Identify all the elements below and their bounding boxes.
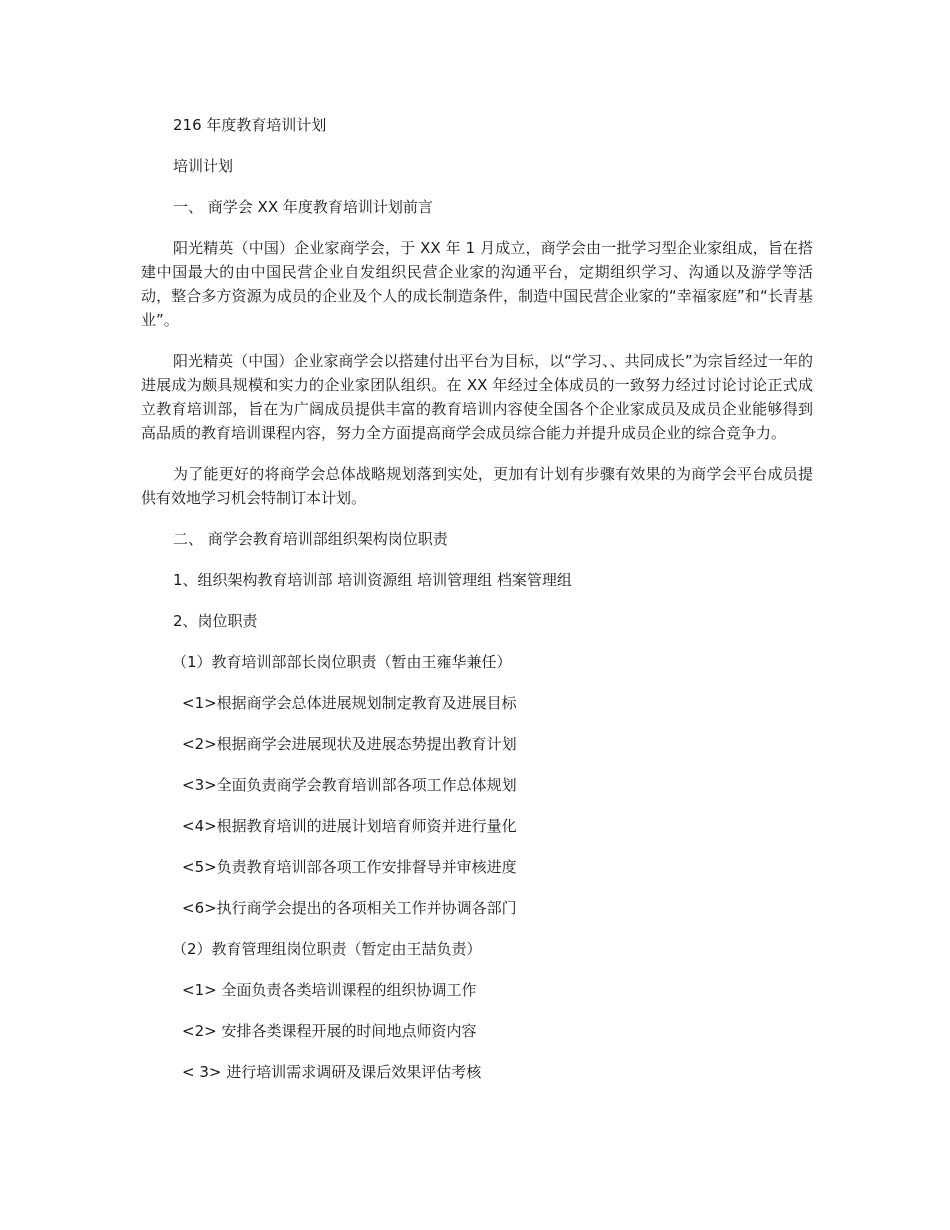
document-title: 216 年度教育培训计划 <box>173 116 327 134</box>
role-2-item: < 3> 进行培训需求调研及课后效果评估考核 <box>182 1063 482 1081</box>
role-2-item: <1> 全面负责各类培训课程的组织协调工作 <box>182 981 477 999</box>
section-2-heading: 二、 商学会教育培训部组织架构岗位职责 <box>173 530 448 548</box>
role-1-item: <3>全面负责商学会教育培训部各项工作总体规划 <box>182 776 517 794</box>
document-subtitle: 培训计划 <box>173 157 234 175</box>
preface-paragraph-1: 阳光精英（中国）企业家商学会，于 XX 年 1 月成立，商学会由一批学习型企业家组成，旨在搭建中国最大的由中国民营企业自发组织民营企业家的沟通平台，定期组织学习、沟通以及游学等活动，整合多方资源为成员的企业及个人的成长制造条件，制造中国民营企业家的“幸福家庭”和“长青基业”。 <box>141 239 813 329</box>
role-1-item: <6>执行商学会提出的各项相关工作并协调各部门 <box>182 899 517 917</box>
preface-paragraph-3: 为了能更好的将商学会总体战略规划落到实处，更加有计划有步骤有效果的为商学会平台成员提供有效地学习机会特制订本计划。 <box>141 465 813 507</box>
role-1-item: <1>根据商学会总体进展规划制定教育及进展目标 <box>182 694 517 712</box>
section-1-heading: 一、 商学会 XX 年度教育培训计划前言 <box>173 198 433 216</box>
role-2-heading: （2）教育管理组岗位职责（暂定由王喆负责） <box>172 940 482 958</box>
role-1-item: <2>根据商学会进展现状及进展态势提出教育计划 <box>182 735 517 753</box>
role-1-item: <5>负责教育培训部各项工作安排督导并审核进度 <box>182 858 517 876</box>
role-1-item: <4>根据教育培训的进展计划培育师资并进行量化 <box>182 817 517 835</box>
org-structure-line: 1、组织架构教育培训部 培训资源组 培训管理组 档案管理组 <box>173 571 572 589</box>
duties-heading: 2、岗位职责 <box>173 612 258 630</box>
document-body <box>141 113 813 1101</box>
role-2-item: <2> 安排各类课程开展的时间地点师资内容 <box>182 1022 477 1040</box>
preface-paragraph-2: 阳光精英（中国）企业家商学会以搭建付出平台为目标，以“学习、、共同成长”为宗旨经过一年的进展成为颇具规模和实力的企业家团队组织。在 XX 年经过全体成员的一致努力经过讨论讨论正式成立教育培训部，旨在为广阔成员提供丰富的教育培训内容使全国各个企业家成员及成员企业能够得到高品质的教育培训课程内容，努力全方面提高商学会成员综合能力并提升成员企业的综合竞争力。 <box>141 352 813 442</box>
role-1-heading: （1）教育培训部部长岗位职责（暂由王雍华兼任） <box>172 653 512 671</box>
